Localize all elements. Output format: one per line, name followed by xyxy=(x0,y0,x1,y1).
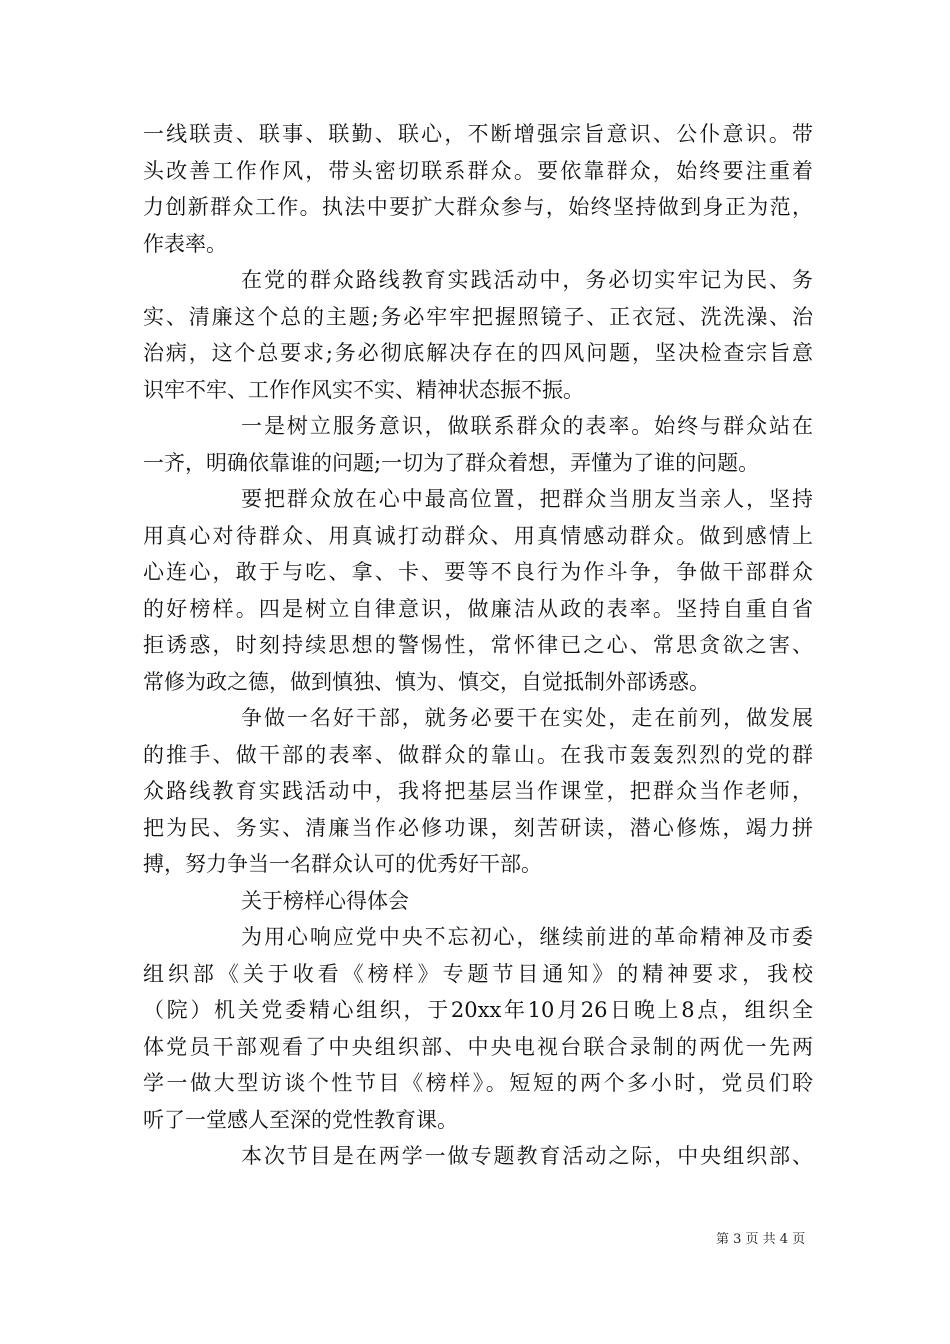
paragraph-line: 识牢不牢、工作作风实不实、精神状态振不振。 xyxy=(143,377,584,402)
paragraph-first-line: 要把群众放在心中最高位置，把群众当朋友当亲人，坚持 xyxy=(241,487,813,511)
paragraph-line: 实、清廉这个总的主题;务必牢牢把握照镜子、正衣冠、洗洗澡、治 xyxy=(143,304,813,329)
paragraph-line: 头改善工作作风，带头密切联系群众。要依靠群众，始终要注重着 xyxy=(143,158,813,183)
paragraph-line: 把为民、务实、清廉当作必修功课，刻苦研读，潜心修炼，竭力拼 xyxy=(143,815,813,840)
paragraph-line: 用真心对待群众、用真诚打动群众、用真情感动群众。做到感情上 xyxy=(143,523,813,548)
document-body xyxy=(143,116,813,1175)
paragraph-first-line: 争做一名好干部，就务必要干在实处，走在前列，做发展 xyxy=(241,706,813,730)
paragraph-line: 拒诱惑，时刻持续思想的警惕性，常怀律已之心、常思贪欲之害、 xyxy=(143,633,813,657)
paragraph-line: 一线联责、联事、联勤、联心，不断增强宗旨意识、公仆意识。带 xyxy=(143,122,813,146)
paragraph-first-line: 在党的群众路线教育实践活动中，务必切实牢记为民、务 xyxy=(241,268,813,292)
paragraph-line: 组织部《关于收看《榜样》专题节目通知》的精神要求，我校 xyxy=(143,961,813,986)
paragraph-line: 众路线教育实践活动中，我将把基层当作课堂，把群众当作老师， xyxy=(143,779,813,803)
paragraph-line: 学一做大型访谈个性节目《榜样》。短短的两个多小时，党员们聆 xyxy=(143,1071,813,1095)
paragraph-line: 常修为政之德，做到慎独、慎为、慎交，自觉抵制外部诱惑。 xyxy=(143,669,710,694)
paragraph-first-line: 为用心响应党中央不忘初心，继续前进的革命精神及市委 xyxy=(241,925,813,949)
paragraph-line: 力创新群众工作。执法中要扩大群众参与，始终坚持做到身正为范， xyxy=(143,195,813,219)
paragraph-line: 治病，这个总要求;务必彻底解决存在的四风问题，坚决检查宗旨意 xyxy=(143,341,813,365)
paragraph-line: 的好榜样。四是树立自律意识，做廉洁从政的表率。坚持自重自省 xyxy=(143,596,813,621)
paragraph-first-line: 本次节目是在两学一做专题教育活动之际，中央组织部、 xyxy=(241,1144,813,1168)
paragraph-line: 体党员干部观看了中央组织部、中央电视台联合录制的两优一先两 xyxy=(143,1034,813,1059)
paragraph-first-line: 一是树立服务意识，做联系群众的表率。始终与群众站在 xyxy=(241,414,813,438)
paragraph-line: 听了一堂感人至深的党性教育课。 xyxy=(143,1107,458,1132)
section-heading: 关于榜样心得体会 xyxy=(241,888,409,913)
page-number: 第 3 页 共 4 页 xyxy=(716,1232,806,1247)
paragraph-line: 一齐，明确依靠谁的问题;一切为了群众着想，弄懂为了谁的问题。 xyxy=(143,450,760,475)
paragraph-line: 搏，努力争当一名群众认可的优秀好干部。 xyxy=(143,852,542,876)
paragraph-line: 的推手、做干部的表率、做群众的靠山。在我市轰轰烈烈的党的群 xyxy=(143,742,813,767)
paragraph-line: （院）机关党委精心组织，于20xx年10月26日晚上8点，组织全 xyxy=(143,998,813,1022)
paragraph-line: 作表率。 xyxy=(143,231,227,256)
paragraph-line: 心连心，敢于与吃、拿、卡、要等不良行为作斗争，争做干部群众 xyxy=(143,560,813,584)
